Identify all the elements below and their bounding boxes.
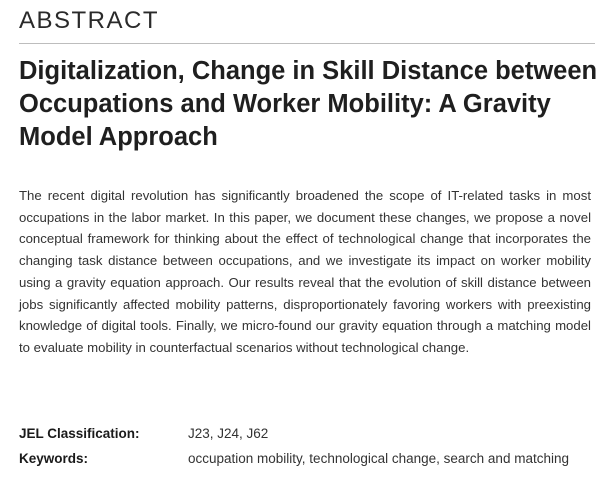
keywords-list: occupation mobility, technological change, search and matching [188,451,569,466]
section-heading: ABSTRACT [19,7,160,34]
jel-label: JEL Classification: [19,426,140,441]
jel-codes: J23, J24, J62 [188,426,269,441]
abstract-body: The recent digital revolution has significantly broadened the scope of IT-related tasks in most occupations in the labor market. In this paper, we document these changes, we propose a novel conceptual framework for thinking about the effect of technological change that incorporates the changing task distance between occupations, and we investigate its impact on worker mobility using a gravity equation approach. Our results reveal that the evolution of skill distance between jobs significantly affected mobility patterns, disproportionately favoring workers with preexisting knowledge of digital tools. Finally, we micro-found our gravity equation through a matching model to evaluate mobility in counterfactual scenarios without technological change. [19,188,591,355]
jel-classification-row [19,423,595,444]
keywords-row [19,448,595,469]
paper-title: Digitalization, Change in Skill Distance between Occupations and Worker Mobility: A Gravity Model Approach [19,57,598,151]
heading-divider [19,43,595,44]
keywords-label: Keywords: [19,451,89,466]
